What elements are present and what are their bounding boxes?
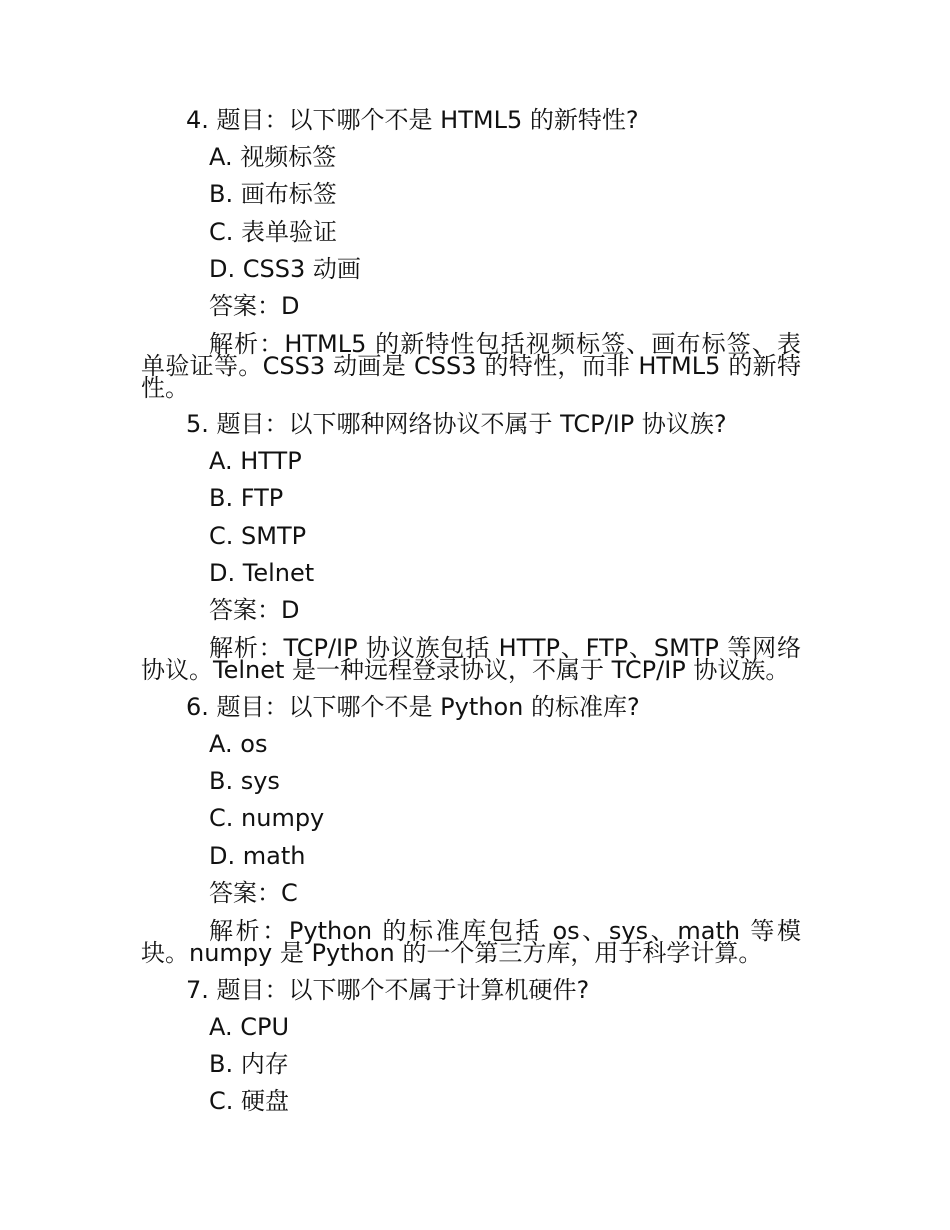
option-b: B. FTP	[209, 484, 284, 512]
option-c: C. 表单验证	[209, 218, 338, 246]
option-a: A. os	[209, 730, 268, 758]
option-c: C. numpy	[209, 804, 325, 832]
option-d: D. math	[209, 842, 306, 870]
question-title: 4. 题目：以下哪个不是 HTML5 的新特性?	[186, 106, 639, 134]
option-a: A. CPU	[209, 1013, 290, 1041]
option-b: B. sys	[209, 767, 280, 795]
option-c: C. 硬盘	[209, 1087, 290, 1115]
answer: 答案：D	[209, 596, 300, 624]
option-a: A. 视频标签	[209, 143, 337, 171]
answer: 答案：D	[209, 292, 300, 320]
explanation: 解析：HTML5 的新特性包括视频标签、画布标签、表单验证等。CSS3 动画是 CSS3 的特性，而非 HTML5 的新特性。	[141, 330, 801, 402]
answer: 答案：C	[209, 879, 298, 907]
option-a: A. HTTP	[209, 447, 302, 475]
explanation: 解析：TCP/IP 协议族包括 HTTP、FTP、SMTP 等网络协议。Telnet 是一种远程登录协议，不属于 TCP/IP 协议族。	[141, 634, 801, 684]
explanation: 解析：Python 的标准库包括 os、sys、math 等模块。numpy 是 Python 的一个第三方库，用于科学计算。	[141, 917, 801, 967]
option-c: C. SMTP	[209, 522, 307, 550]
question-title: 7. 题目：以下哪个不属于计算机硬件?	[186, 976, 590, 1004]
option-b: B. 画布标签	[209, 180, 337, 208]
option-b: B. 内存	[209, 1050, 289, 1078]
question-title: 6. 题目：以下哪个不是 Python 的标准库?	[186, 693, 640, 721]
option-d: D. Telnet	[209, 559, 315, 587]
option-d: D. CSS3 动画	[209, 255, 361, 283]
question-title: 5. 题目：以下哪种网络协议不属于 TCP/IP 协议族?	[186, 410, 727, 438]
